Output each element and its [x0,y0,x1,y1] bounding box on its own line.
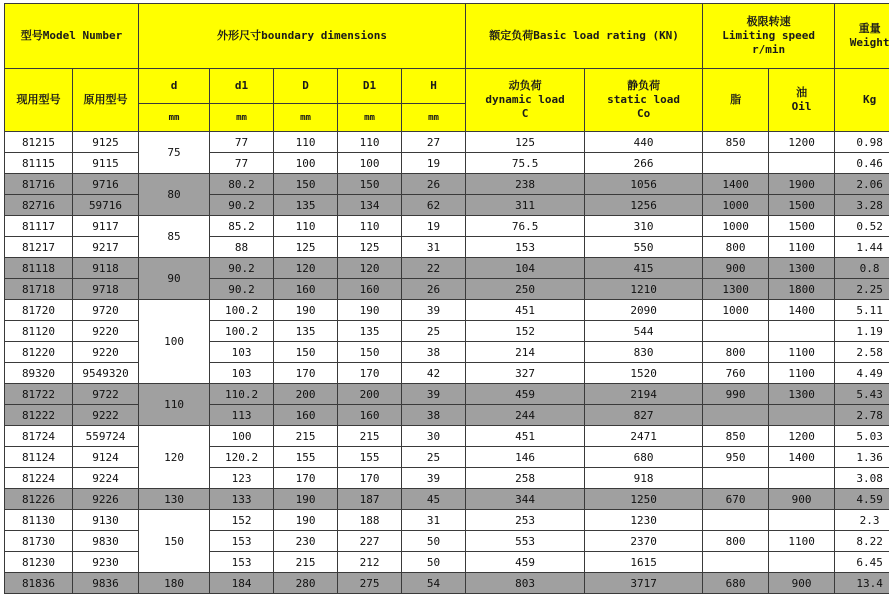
cell-dynamic-load: 311 [466,195,585,216]
cell-dynamic-load: 238 [466,174,585,195]
cell-grease: 1000 [703,216,769,237]
cell-grease [703,552,769,573]
cell-dynamic-load: 104 [466,258,585,279]
cell-grease: 1400 [703,174,769,195]
cell-D: 170 [274,468,338,489]
cell-D1: 125 [338,237,402,258]
cell-d: 90 [139,258,210,300]
cell-H: 62 [402,195,466,216]
cell-H: 50 [402,531,466,552]
cell-d1: 90.2 [210,258,274,279]
cell-H: 38 [402,342,466,363]
cell-current-model: 81720 [5,300,73,321]
cell-D1: 110 [338,216,402,237]
cell-D1: 188 [338,510,402,531]
cell-current-model: 81222 [5,405,73,426]
cell-d1: 123 [210,468,274,489]
cell-oil: 1100 [769,237,835,258]
cell-d1: 90.2 [210,195,274,216]
cell-grease [703,405,769,426]
cell-d1: 100.2 [210,300,274,321]
cell-oil: 1900 [769,174,835,195]
cell-static-load: 550 [585,237,703,258]
cell-D1: 160 [338,405,402,426]
cell-D1: 170 [338,468,402,489]
cell-H: 38 [402,405,466,426]
header-original-model: 原用型号 [73,69,139,132]
cell-d: 110 [139,384,210,426]
unit-d1: mm [210,104,274,132]
cell-d1: 90.2 [210,279,274,300]
header-model: 型号Model Number [5,4,139,69]
cell-dynamic-load: 327 [466,363,585,384]
cell-D1: 170 [338,363,402,384]
cell-static-load: 680 [585,447,703,468]
cell-H: 22 [402,258,466,279]
cell-D: 280 [274,573,338,594]
cell-weight: 2.78 [835,405,889,426]
header-d: d [139,69,210,104]
cell-weight: 2.3 [835,510,889,531]
cell-original-model: 9130 [73,510,139,531]
cell-grease: 850 [703,426,769,447]
cell-weight: 5.03 [835,426,889,447]
cell-D: 155 [274,447,338,468]
table-row [5,531,889,552]
cell-grease: 680 [703,573,769,594]
cell-weight: 3.28 [835,195,889,216]
table-row [5,195,889,216]
cell-D: 215 [274,552,338,573]
table-row [5,489,889,510]
cell-D: 200 [274,384,338,405]
unit-d: mm [139,104,210,132]
cell-dynamic-load: 553 [466,531,585,552]
cell-weight: 4.49 [835,363,889,384]
table-row [5,363,889,384]
cell-current-model: 81724 [5,426,73,447]
cell-original-model: 9117 [73,216,139,237]
cell-d: 100 [139,300,210,384]
table-row [5,153,889,174]
cell-dynamic-load: 459 [466,384,585,405]
cell-D1: 120 [338,258,402,279]
header-D: D [274,69,338,104]
cell-oil: 1100 [769,342,835,363]
cell-dynamic-load: 76.5 [466,216,585,237]
cell-d1: 153 [210,531,274,552]
cell-D: 160 [274,279,338,300]
cell-oil: 1500 [769,195,835,216]
cell-weight: 5.11 [835,300,889,321]
cell-grease: 800 [703,237,769,258]
cell-D1: 134 [338,195,402,216]
cell-original-model: 9722 [73,384,139,405]
header-kg: Kg [835,69,889,132]
cell-current-model: 81130 [5,510,73,531]
cell-d: 80 [139,174,210,216]
table-body [5,132,889,594]
cell-D1: 110 [338,132,402,153]
cell-d1: 113 [210,405,274,426]
header-speed: 极限转速 Limiting speed r/min [703,4,835,69]
cell-dynamic-load: 459 [466,552,585,573]
header-H: H [402,69,466,104]
cell-dynamic-load: 75.5 [466,153,585,174]
cell-D1: 227 [338,531,402,552]
cell-d: 120 [139,426,210,489]
cell-grease: 760 [703,363,769,384]
cell-H: 39 [402,384,466,405]
cell-D1: 155 [338,447,402,468]
cell-current-model: 89320 [5,363,73,384]
cell-d1: 133 [210,489,274,510]
cell-dynamic-load: 152 [466,321,585,342]
cell-oil [769,468,835,489]
table-row [5,342,889,363]
cell-static-load: 1256 [585,195,703,216]
cell-current-model: 81217 [5,237,73,258]
cell-current-model: 82716 [5,195,73,216]
cell-oil [769,321,835,342]
cell-current-model: 81124 [5,447,73,468]
cell-grease: 950 [703,447,769,468]
cell-static-load: 1056 [585,174,703,195]
cell-D: 120 [274,258,338,279]
table-row [5,552,889,573]
cell-current-model: 81836 [5,573,73,594]
cell-oil [769,552,835,573]
header-dynamic-load: 动负荷 dynamic load C [466,69,585,132]
cell-H: 30 [402,426,466,447]
cell-oil: 1100 [769,531,835,552]
cell-d: 180 [139,573,210,594]
cell-weight: 2.06 [835,174,889,195]
cell-D1: 187 [338,489,402,510]
cell-static-load: 544 [585,321,703,342]
cell-grease: 900 [703,258,769,279]
cell-D: 215 [274,426,338,447]
table-row [5,468,889,489]
cell-d1: 152 [210,510,274,531]
cell-D1: 135 [338,321,402,342]
cell-original-model: 9720 [73,300,139,321]
cell-d1: 88 [210,237,274,258]
cell-oil [769,510,835,531]
cell-oil: 1100 [769,363,835,384]
table-row [5,426,889,447]
cell-D1: 150 [338,174,402,195]
cell-D: 170 [274,363,338,384]
cell-original-model: 59716 [73,195,139,216]
cell-oil: 1200 [769,132,835,153]
cell-d1: 77 [210,153,274,174]
cell-oil [769,153,835,174]
cell-static-load: 1230 [585,510,703,531]
cell-current-model: 81117 [5,216,73,237]
cell-grease: 1300 [703,279,769,300]
header-d1: d1 [210,69,274,104]
cell-weight: 13.4 [835,573,889,594]
cell-d1: 103 [210,342,274,363]
cell-d: 75 [139,132,210,174]
cell-static-load: 1250 [585,489,703,510]
cell-weight: 2.25 [835,279,889,300]
table-row [5,510,889,531]
cell-weight: 3.08 [835,468,889,489]
cell-static-load: 1520 [585,363,703,384]
cell-static-load: 2471 [585,426,703,447]
cell-D: 110 [274,216,338,237]
cell-weight: 5.43 [835,384,889,405]
cell-D: 125 [274,237,338,258]
cell-original-model: 9224 [73,468,139,489]
cell-static-load: 2370 [585,531,703,552]
cell-oil: 1200 [769,426,835,447]
table-row [5,573,889,594]
cell-grease: 800 [703,342,769,363]
cell-dynamic-load: 451 [466,300,585,321]
header-weight: 重量 Weight [835,4,889,69]
cell-static-load: 266 [585,153,703,174]
unit-D1: mm [338,104,402,132]
cell-dynamic-load: 803 [466,573,585,594]
cell-grease: 1000 [703,195,769,216]
cell-H: 31 [402,237,466,258]
cell-D: 190 [274,300,338,321]
cell-d1: 80.2 [210,174,274,195]
cell-weight: 1.44 [835,237,889,258]
cell-current-model: 81118 [5,258,73,279]
unit-D: mm [274,104,338,132]
cell-dynamic-load: 344 [466,489,585,510]
cell-H: 27 [402,132,466,153]
cell-original-model: 9222 [73,405,139,426]
cell-H: 26 [402,174,466,195]
cell-grease: 850 [703,132,769,153]
cell-original-model: 9118 [73,258,139,279]
cell-current-model: 81115 [5,153,73,174]
cell-weight: 4.59 [835,489,889,510]
cell-H: 25 [402,321,466,342]
cell-current-model: 81224 [5,468,73,489]
header-boundary: 外形尺寸boundary dimensions [139,4,466,69]
cell-d: 130 [139,489,210,510]
cell-D: 135 [274,195,338,216]
table-row [5,405,889,426]
cell-grease: 990 [703,384,769,405]
cell-D1: 190 [338,300,402,321]
cell-current-model: 81220 [5,342,73,363]
cell-grease: 670 [703,489,769,510]
table-row [5,279,889,300]
bearing-spec-table [4,3,889,594]
cell-static-load: 2090 [585,300,703,321]
cell-D1: 275 [338,573,402,594]
cell-original-model: 9230 [73,552,139,573]
cell-weight: 1.19 [835,321,889,342]
cell-D: 135 [274,321,338,342]
cell-D1: 215 [338,426,402,447]
cell-H: 31 [402,510,466,531]
cell-H: 19 [402,153,466,174]
cell-oil: 1400 [769,300,835,321]
cell-dynamic-load: 258 [466,468,585,489]
cell-H: 26 [402,279,466,300]
cell-dynamic-load: 244 [466,405,585,426]
cell-static-load: 830 [585,342,703,363]
cell-dynamic-load: 250 [466,279,585,300]
cell-dynamic-load: 214 [466,342,585,363]
table-row [5,216,889,237]
cell-static-load: 1210 [585,279,703,300]
cell-dynamic-load: 253 [466,510,585,531]
cell-D: 190 [274,510,338,531]
table-row [5,132,889,153]
cell-d1: 120.2 [210,447,274,468]
cell-static-load: 415 [585,258,703,279]
cell-D: 190 [274,489,338,510]
cell-original-model: 9115 [73,153,139,174]
table-row [5,447,889,468]
cell-original-model: 9836 [73,573,139,594]
cell-D1: 200 [338,384,402,405]
cell-static-load: 918 [585,468,703,489]
cell-original-model: 9220 [73,342,139,363]
cell-oil: 1500 [769,216,835,237]
cell-oil: 900 [769,573,835,594]
cell-D: 160 [274,405,338,426]
unit-H: mm [402,104,466,132]
cell-weight: 0.98 [835,132,889,153]
cell-H: 25 [402,447,466,468]
cell-original-model: 9226 [73,489,139,510]
cell-current-model: 81722 [5,384,73,405]
cell-oil: 1800 [769,279,835,300]
cell-dynamic-load: 451 [466,426,585,447]
cell-dynamic-load: 146 [466,447,585,468]
cell-D: 150 [274,174,338,195]
table-row [5,174,889,195]
cell-static-load: 440 [585,132,703,153]
cell-current-model: 81120 [5,321,73,342]
cell-dynamic-load: 125 [466,132,585,153]
cell-oil: 900 [769,489,835,510]
cell-d: 150 [139,510,210,573]
cell-grease [703,468,769,489]
cell-H: 42 [402,363,466,384]
cell-H: 45 [402,489,466,510]
cell-d1: 85.2 [210,216,274,237]
cell-d: 85 [139,216,210,258]
cell-dynamic-load: 153 [466,237,585,258]
cell-oil: 1300 [769,384,835,405]
header-static-load: 静负荷 static load Co [585,69,703,132]
cell-original-model: 9718 [73,279,139,300]
cell-oil: 1300 [769,258,835,279]
header-load: 额定负荷Basic load rating (KN) [466,4,703,69]
cell-current-model: 81226 [5,489,73,510]
cell-original-model: 9217 [73,237,139,258]
cell-d1: 100.2 [210,321,274,342]
cell-static-load: 1615 [585,552,703,573]
cell-original-model: 9830 [73,531,139,552]
cell-original-model: 559724 [73,426,139,447]
cell-static-load: 2194 [585,384,703,405]
cell-H: 19 [402,216,466,237]
cell-d1: 77 [210,132,274,153]
cell-current-model: 81230 [5,552,73,573]
header-D1: D1 [338,69,402,104]
cell-grease [703,153,769,174]
cell-weight: 0.46 [835,153,889,174]
header-current-model: 现用型号 [5,69,73,132]
cell-H: 39 [402,468,466,489]
cell-grease: 1000 [703,300,769,321]
cell-static-load: 3717 [585,573,703,594]
cell-current-model: 81716 [5,174,73,195]
cell-original-model: 9220 [73,321,139,342]
header-oil: 油 Oil [769,69,835,132]
cell-d1: 110.2 [210,384,274,405]
cell-current-model: 81730 [5,531,73,552]
cell-original-model: 9716 [73,174,139,195]
header-grease: 脂 [703,69,769,132]
cell-D1: 100 [338,153,402,174]
cell-D: 230 [274,531,338,552]
cell-d1: 184 [210,573,274,594]
cell-original-model: 9125 [73,132,139,153]
cell-oil [769,405,835,426]
table-row [5,384,889,405]
cell-oil: 1400 [769,447,835,468]
cell-D1: 150 [338,342,402,363]
table-row [5,300,889,321]
table-row [5,258,889,279]
cell-d1: 153 [210,552,274,573]
cell-D1: 212 [338,552,402,573]
cell-grease [703,321,769,342]
cell-original-model: 9124 [73,447,139,468]
cell-D: 100 [274,153,338,174]
cell-d1: 103 [210,363,274,384]
cell-D1: 160 [338,279,402,300]
cell-static-load: 310 [585,216,703,237]
cell-weight: 0.52 [835,216,889,237]
cell-static-load: 827 [585,405,703,426]
cell-current-model: 81718 [5,279,73,300]
cell-weight: 0.8 [835,258,889,279]
cell-H: 39 [402,300,466,321]
cell-current-model: 81215 [5,132,73,153]
cell-D: 110 [274,132,338,153]
cell-D: 150 [274,342,338,363]
table-row [5,237,889,258]
cell-weight: 1.36 [835,447,889,468]
cell-weight: 6.45 [835,552,889,573]
cell-H: 54 [402,573,466,594]
cell-weight: 8.22 [835,531,889,552]
cell-H: 50 [402,552,466,573]
cell-grease: 800 [703,531,769,552]
cell-original-model: 9549320 [73,363,139,384]
cell-weight: 2.58 [835,342,889,363]
cell-grease [703,510,769,531]
table-row [5,321,889,342]
cell-d1: 100 [210,426,274,447]
